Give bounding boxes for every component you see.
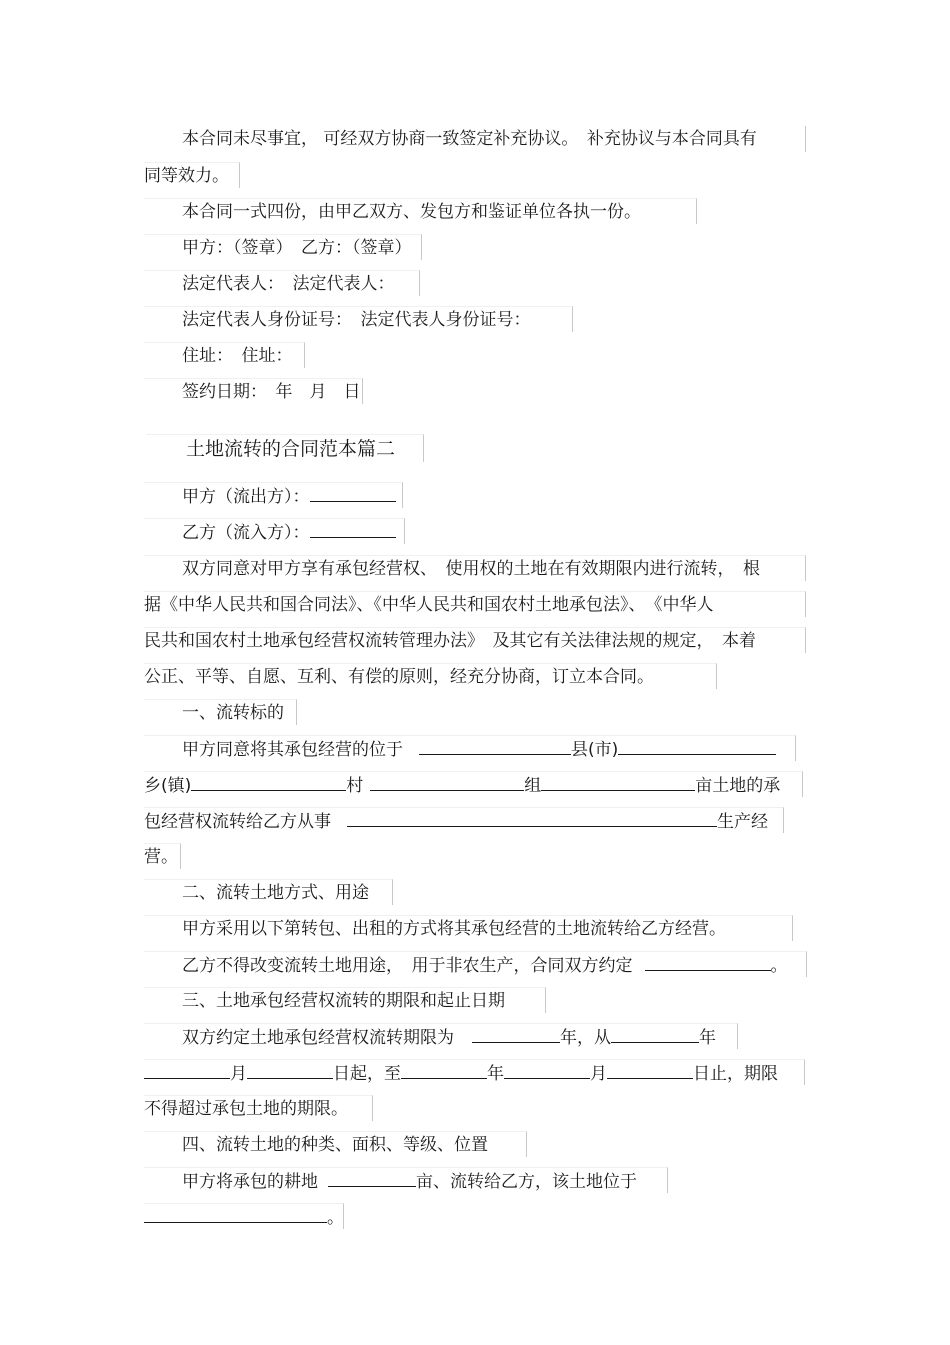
para-copies: 本合同一式四份，由甲乙双方、发包方和鉴证单位各执一份。 (144, 198, 697, 224)
production-blank (347, 808, 717, 827)
clause-1-line3: 包经营权流转给乙方从事 生产经 (144, 807, 784, 833)
agreed-use-blank (645, 952, 771, 971)
clause-1-line4: 营。 (144, 843, 181, 869)
land-location-blank (144, 1204, 327, 1223)
section-title: 土地流转的合同范本篇二 (146, 434, 424, 462)
clause-4-line1: 甲方将承包的耕地 亩、流转给乙方，该土地位于 (144, 1167, 668, 1193)
heading-2: 二、流转土地方式、用途 (144, 879, 393, 905)
sign-date: 签约日期： 年 月 日 (144, 378, 363, 404)
clause-3-line1: 双方约定土地承包经营权流转期限为 年，从 年 (144, 1023, 738, 1049)
party-b: 乙方（流入方）： (144, 518, 405, 544)
clause-2-line1: 甲方采用以下第转包、出租的方式将其承包经营的土地流转给乙方经营。 (144, 915, 793, 941)
farmland-area-blank (328, 1168, 416, 1187)
village-blank (191, 772, 346, 791)
clause-2-line2: 乙方不得改变流转土地用途， 用于非农生产，合同双方约定 。 (144, 951, 807, 977)
sign-legal-rep: 法定代表人： 法定代表人： (144, 270, 420, 296)
clause-1-line1: 甲方同意将其承包经营的位于 县(市) (144, 735, 796, 761)
clause-3-line3: 不得超过承包土地的期限。 (144, 1095, 373, 1121)
party-a: 甲方（流出方）： (144, 482, 403, 508)
party-a-blank (310, 483, 396, 502)
clause-1-line2: 乡(镇) 村 组 亩土地的承 (144, 771, 803, 797)
para-basis-line4: 公正、平等、自愿、互利、有偿的原则，经充分协商，订立本合同。 (144, 663, 717, 689)
term-years-blank (472, 1024, 560, 1043)
para-supplement-line2: 同等效力。 (144, 162, 240, 188)
start-month-blank (144, 1060, 230, 1079)
end-day-blank (607, 1060, 693, 1079)
para-basis-line3: 民共和国农村土地承包经营权流转管理办法》 及其它有关法律法规的规定， 本着 (144, 627, 806, 653)
para-basis-line2: 据《中华人民共和国合同法》、《中华人民共和国农村土地承包法》、 《中华人 (144, 591, 806, 617)
township-blank (618, 736, 776, 755)
party-b-blank (310, 519, 396, 538)
area-blank (541, 772, 695, 791)
sign-parties: 甲方：（签章） 乙方：（签章） (144, 234, 422, 260)
end-month-blank (504, 1060, 590, 1079)
start-day-blank (247, 1060, 333, 1079)
para-supplement-line1: 本合同未尽事宜， 可经双方协商一致签定补充协议。 补充协议与本合同具有 (144, 126, 806, 152)
heading-3: 三、土地承包经营权流转的期限和起止日期 (144, 987, 546, 1013)
sign-address: 住址： 住址： (144, 342, 305, 368)
para-basis-line1: 双方同意对甲方享有承包经营权、 使用权的土地在有效期限内进行流转， 根 (144, 555, 806, 581)
heading-1: 一、流转标的 (144, 699, 297, 725)
clause-4-line2: 。 (144, 1203, 344, 1229)
clause-3-line2: 月 日起，至 年 月 日止，期限 (144, 1059, 805, 1085)
heading-4: 四、流转土地的种类、面积、等级、位置 (144, 1131, 527, 1157)
sign-legal-rep-id: 法定代表人身份证号： 法定代表人身份证号： (144, 306, 573, 332)
county-blank (419, 736, 571, 755)
end-year-blank (401, 1060, 487, 1079)
start-year-blank (611, 1024, 699, 1043)
group-blank (370, 772, 524, 791)
